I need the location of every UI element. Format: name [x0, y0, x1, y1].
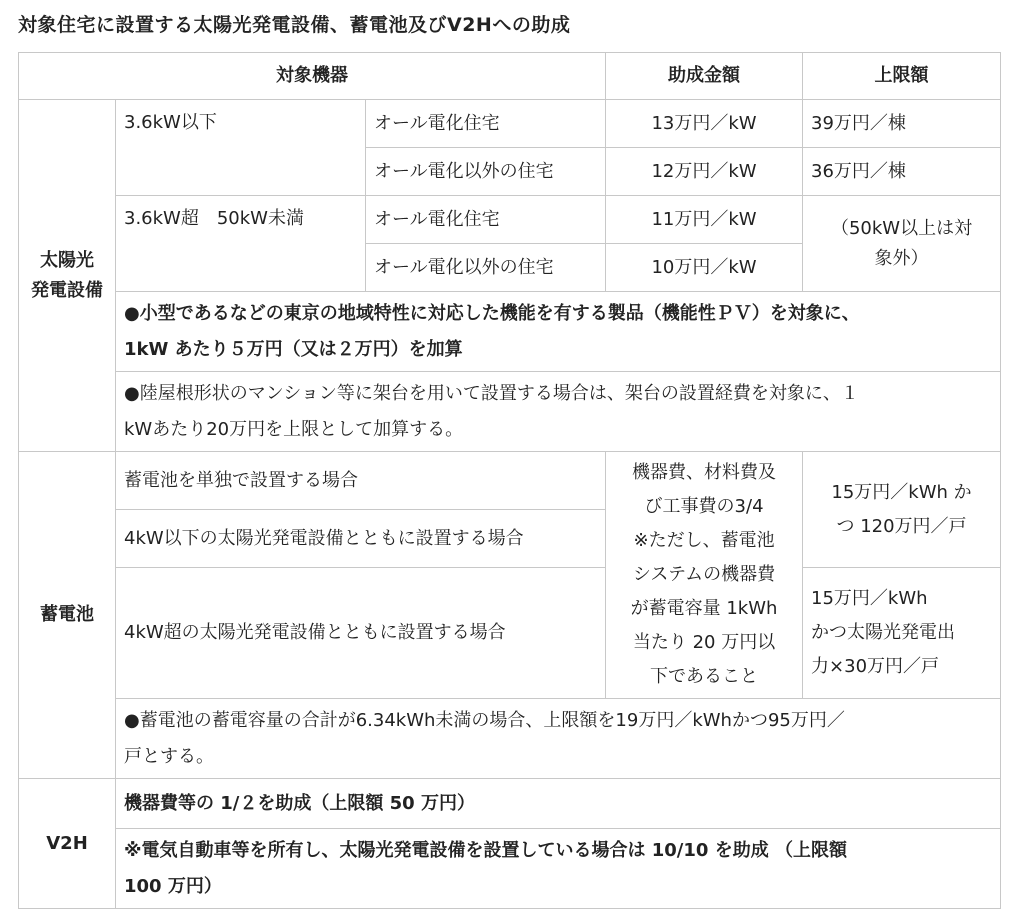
solar-size-large: 3.6kW超 50kW未満 [116, 196, 366, 292]
solar-type-cell: オール電化住宅 [366, 100, 606, 148]
solar-size-small: 3.6kW以下 [116, 100, 366, 196]
solar-amount-cell: 10万円／kW [606, 244, 803, 292]
v2h-row-1 [19, 779, 1001, 829]
battery-cap-1: 15万円／kWh か つ 120万円／戸 [803, 452, 1001, 568]
page-title: 対象住宅に設置する太陽光発電設備、蓄電池及びV2Hへの助成 [18, 14, 571, 36]
solar-cap-cell: 39万円／棟 [803, 100, 1001, 148]
solar-category: 太陽光 発電設備 [19, 100, 116, 452]
solar-note-1-row [19, 292, 1001, 372]
battery-row-1 [19, 452, 1001, 510]
battery-case-3: 4kW超の太陽光発電設備とともに設置する場合 [116, 568, 606, 699]
header-equipment: 対象機器 [19, 53, 606, 100]
solar-note-1: ●小型であるなどの東京の地域特性に対応した機能を有する製品（機能性ＰＶ）を対象に、 1kW あたり５万円（又は２万円）を加算 [116, 292, 1001, 372]
battery-case-1: 蓄電池を単独で設置する場合 [116, 452, 606, 510]
solar-note-2: ●陸屋根形状のマンション等に架台を用いて設置する場合は、架台の設置経費を対象に、１ kWあたり20万円を上限として加算する。 [116, 372, 1001, 452]
v2h-row-2 [19, 829, 1001, 909]
battery-row-3 [19, 568, 1001, 699]
battery-cap-2: 15万円／kWh かつ太陽光発電出 力×30万円／戸 [803, 568, 1001, 699]
header-row [19, 53, 1001, 100]
solar-row-1 [19, 100, 1001, 148]
battery-note-row [19, 699, 1001, 779]
v2h-category: V2H [19, 779, 116, 909]
battery-case-2: 4kW以下の太陽光発電設備とともに設置する場合 [116, 510, 606, 568]
battery-note: ●蓄電池の蓄電容量の合計が6.34kWh未満の場合、上限額を19万円／kWhかつ95万円／ 戸とする。 [116, 699, 1001, 779]
solar-cap-large: （50kW以上は対 象外） [803, 196, 1001, 292]
solar-amount-cell: 11万円／kW [606, 196, 803, 244]
solar-row-3 [19, 196, 1001, 244]
solar-note-2-row [19, 372, 1001, 452]
battery-category: 蓄電池 [19, 452, 116, 779]
solar-type-cell: オール電化住宅 [366, 196, 606, 244]
v2h-line-2: ※電気自動車等を所有し、太陽光発電設備を設置している場合は 10/10 を助成 （上限額 100 万円） [116, 829, 1001, 909]
solar-amount-cell: 13万円／kW [606, 100, 803, 148]
solar-cap-cell: 36万円／棟 [803, 148, 1001, 196]
solar-amount-cell: 12万円／kW [606, 148, 803, 196]
v2h-line-1: 機器費等の 1/２を助成（上限額 50 万円） [116, 779, 1001, 829]
header-amount: 助成金額 [606, 53, 803, 100]
header-cap: 上限額 [803, 53, 1001, 100]
subsidy-table [18, 52, 1001, 909]
battery-amount: 機器費、材料費及 び工事費の3/4 ※ただし、蓄電池 システムの機器費 が蓄電容量 1kWh 当たり 20 万円以 下であること [606, 452, 803, 699]
solar-type-cell: オール電化以外の住宅 [366, 148, 606, 196]
solar-type-cell: オール電化以外の住宅 [366, 244, 606, 292]
